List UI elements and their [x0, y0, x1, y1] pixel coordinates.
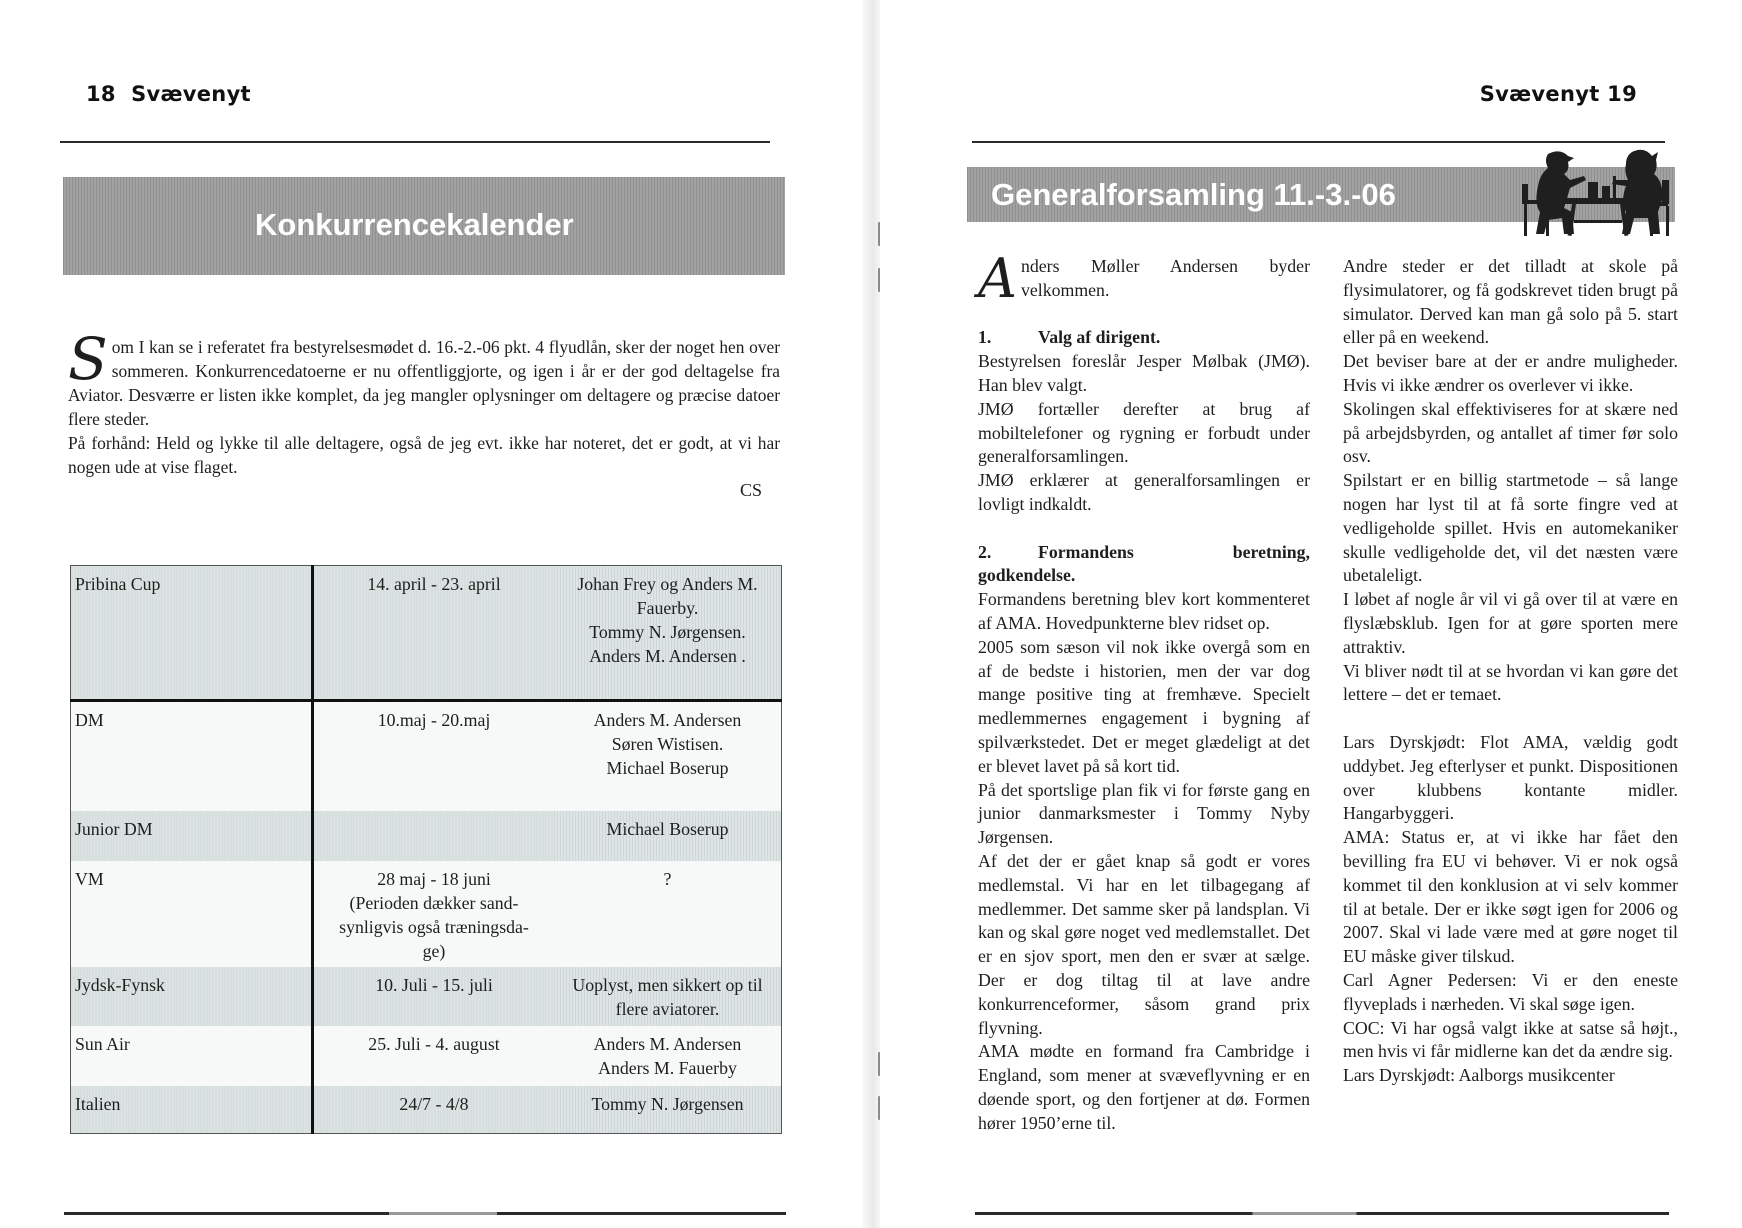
running-header-left [86, 82, 251, 106]
event-dates [313, 566, 555, 701]
paragraph: 2005 som sæson vil nok ikke overgå som en af de bedste i historien, men der var dog mange positive ting at fremhæve. Specielt medlemmernes engagement i bygning af spilværkstedet. Det er meget glædeligt at det er blevet lavet på så kort tid. [978, 636, 1310, 776]
paragraph: COC: Vi har også valgt ikke at satse så højt., men hvis vi får midlerne kan det da ændre sig. [1343, 1017, 1678, 1062]
event-dates [313, 1026, 555, 1086]
event-name: Jydsk-Fynsk [71, 967, 313, 1026]
event-participants-line: Anders M. Andersen [593, 710, 742, 730]
event-dates-line: 14. april - 23. april [367, 574, 501, 594]
event-name: VM [71, 861, 313, 967]
paragraph: JMØ fortæller derefter at brug af mobiltelefoner og rygning er forbudt under generalforsamlingen. [978, 398, 1310, 467]
event-dates-line: 25. Juli - 4. august [368, 1033, 500, 1054]
event-participants-line: flere aviatorer. [615, 998, 720, 1019]
footer-rule [64, 1212, 786, 1215]
event-participants [554, 811, 782, 861]
section-heading-1: 1. Valg af dirigent. [978, 327, 1161, 348]
intro-text [68, 325, 780, 479]
event-participants [554, 701, 782, 811]
event-participants-line: Anders M. Andersen . [589, 646, 746, 666]
paragraph: Lars Dyrskjødt: Flot AMA, vældig godt uddybet. Jeg efterlyser et punkt. Dispositionen over klubbens kontante midler. Hangarbyggeri. [1343, 731, 1678, 824]
event-dates-line: 28 maj - 18 juni [377, 868, 491, 889]
author-signature: CS [740, 480, 763, 500]
event-participants-line: Søren Wistisen. [611, 734, 724, 754]
calendar-row [71, 811, 782, 861]
competition-calendar-table [70, 565, 782, 1134]
event-participants [554, 861, 782, 967]
paragraph: Vi bliver nødt til at se hvordan vi kan gøre det lettere – det er temaet. [1343, 660, 1678, 705]
page-19 [880, 0, 1742, 1228]
header-rule [972, 141, 1665, 143]
intro-paragraph-1: om I kan se i referatet fra bestyrelsesmødet d. 16.-2.-06 pkt. 4 flyudlån, sker der noget hen over sommeren. Konkurrencedatoerne er nu offentliggjorte, og igen i år er der god deltagelse fra Aviator. Desværre er listen ikke komplet, da jeg mangler oplysninger om deltagere og præcise datoer flere steder. [68, 337, 780, 429]
paragraph: AMA: Status er, at vi ikke har fået den bevilling fra EU vi behøver. Vi er nok også kommet til den konklusion at vi selv kommer til at betale. Der er ikke søgt igen for 2006 og 2007. Skal vi lade være med at gøre noget til EU måske giver tilskud. [1343, 827, 1678, 967]
calendar-row [71, 967, 782, 1026]
page-18 [0, 0, 870, 1228]
event-dates-line: synligvis også træningsda- [339, 916, 529, 937]
event-dates [313, 1086, 555, 1134]
page-number: 18 [86, 82, 116, 106]
calendar-row [71, 1026, 782, 1086]
event-dates [313, 811, 555, 861]
event-participants-line: Tommy N. Jørgensen [591, 1093, 744, 1114]
event-name: Sun Air [71, 1026, 313, 1086]
publication-name: Svævenyt [131, 82, 251, 106]
event-dates [313, 967, 555, 1026]
event-dates [313, 861, 555, 967]
event-participants-line: ? [663, 868, 672, 889]
calendar-row [71, 1086, 782, 1134]
event-name: DM [71, 701, 313, 811]
event-participants-line: Anders M. Andersen [593, 1033, 742, 1054]
event-participants [554, 967, 782, 1026]
drop-cap: A [978, 247, 1017, 310]
paragraph: Andre steder er det tilladt at skole på flysimulatorer, og få godskrevet tiden brugt på simulator. Derved kan man gå solo på 5. start eller på en weekend. [1343, 256, 1678, 348]
section-title: Generalforsamling 11.-3.-06 [991, 177, 1396, 212]
event-participants-line: Tommy N. Jørgensen. [589, 622, 746, 642]
calendar-row [71, 701, 782, 811]
event-participants-line: Johan Frey og Anders M. [577, 574, 758, 594]
paragraph: Bestyrelsen foreslår Jesper Mølbak (JMØ). Han blev valgt. [978, 351, 1310, 395]
event-participants-line: Fauerby. [636, 598, 699, 618]
paragraph: Skolingen skal effektiviseres for at skære ned på arbejdsbyrden, og antallet af timer før solo osv. [1343, 398, 1678, 467]
paragraph: Formandens beretning blev kort kommenteret af AMA. Hovedpunkterne blev ridset op. [978, 589, 1310, 633]
event-participants-line: Anders M. Fauerby [598, 1057, 737, 1078]
paragraph: I løbet af nogle år vil vi gå over til at være en flyslæbsklub. Igen for at gøre sporten mere attraktiv. [1343, 589, 1678, 657]
event-dates-line: 10. Juli - 15. juli [375, 974, 493, 995]
event-participants-line: Michael Boserup [606, 818, 729, 839]
calendar-row [71, 861, 782, 967]
header-rule [60, 141, 770, 143]
event-participants-line: Michael Boserup [606, 758, 729, 778]
paragraph: Carl Agner Pedersen: Vi er den eneste flyveplads i nærheden. Vi skal søge igen. [1343, 969, 1678, 1014]
intro-paragraph-2: På forhånd: Held og lykke til alle deltagere, også de jeg evt. ikke har noteret, det er godt, at vi har nogen ude at vise flaget. [68, 433, 780, 477]
men-at-table-silhouette-icon [1508, 146, 1678, 238]
event-name: Junior DM [71, 811, 313, 861]
section-banner [63, 177, 785, 275]
footer-rule [975, 1212, 1669, 1215]
article-column-2 [1343, 255, 1678, 1088]
event-dates-line: (Perioden dækker sand- [349, 892, 519, 913]
event-name: Italien [71, 1086, 313, 1134]
calendar-row [71, 566, 782, 701]
publication-name: Svævenyt [1479, 82, 1600, 106]
event-dates [313, 701, 555, 811]
page-number: 19 [1607, 82, 1637, 106]
drop-cap: S [68, 325, 108, 393]
event-dates-line: 24/7 - 4/8 [399, 1093, 469, 1114]
event-participants-line: Uoplyst, men sikkert op til [572, 974, 763, 995]
event-participants [554, 1086, 782, 1134]
paragraph: Det beviser bare at der er andre muligheder. Hvis vi ikke ændrer os overlever vi ikke. [1343, 351, 1678, 395]
article-column-1 [978, 247, 1310, 1135]
section-heading-2: 2. Formandens beretning, godkendelse. [978, 541, 1310, 586]
opening-paragraph: nders Møller Andersen byder velkommen. [1021, 256, 1310, 300]
paragraph: Lars Dyrskjødt: Aalborgs musikcenter [1343, 1065, 1615, 1086]
event-dates-line: ge) [422, 940, 446, 961]
event-participants [554, 566, 782, 701]
event-dates-line: 10.maj - 20.maj [377, 710, 491, 730]
event-participants [554, 1026, 782, 1086]
paragraph: På det sportslige plan fik vi for første gang en junior danmarksmester i Tommy Nyby Jørgensen. [978, 779, 1310, 848]
paragraph: Spilstart er en billig startmetode – så lange nogen har lyst til at få sorte fingre ved at vedligeholde spillet. Hvis en automekaniker skulle vedligeholde det, vil det næsten være ubetaleligt. [1343, 470, 1678, 586]
event-name: Pribina Cup [71, 566, 313, 701]
paragraph: JMØ erklærer at generalforsamlingen er lovligt indkaldt. [978, 470, 1310, 514]
paragraph: Af det der er gået knap så godt er vores medlemstal. Vi har en let tilbagegang af medlemmer. Det samme sker på landsplan. Vi kan og skal gøre noget ved medlemstallet. Det er en sjov sport, men den er svær at sælge. Der er dog tiltag til at lave andre konkurrenceformer, såsom grand prix flyvning. [978, 850, 1310, 1038]
section-title: Konkurrencekalender [255, 207, 574, 242]
running-header-right [1480, 82, 1637, 106]
paragraph: AMA mødte en formand fra Cambridge i England, som mener at svæveflyvning er en døende sport, og den fortjener at dø. Formen hører 1950’erne til. [978, 1041, 1310, 1133]
